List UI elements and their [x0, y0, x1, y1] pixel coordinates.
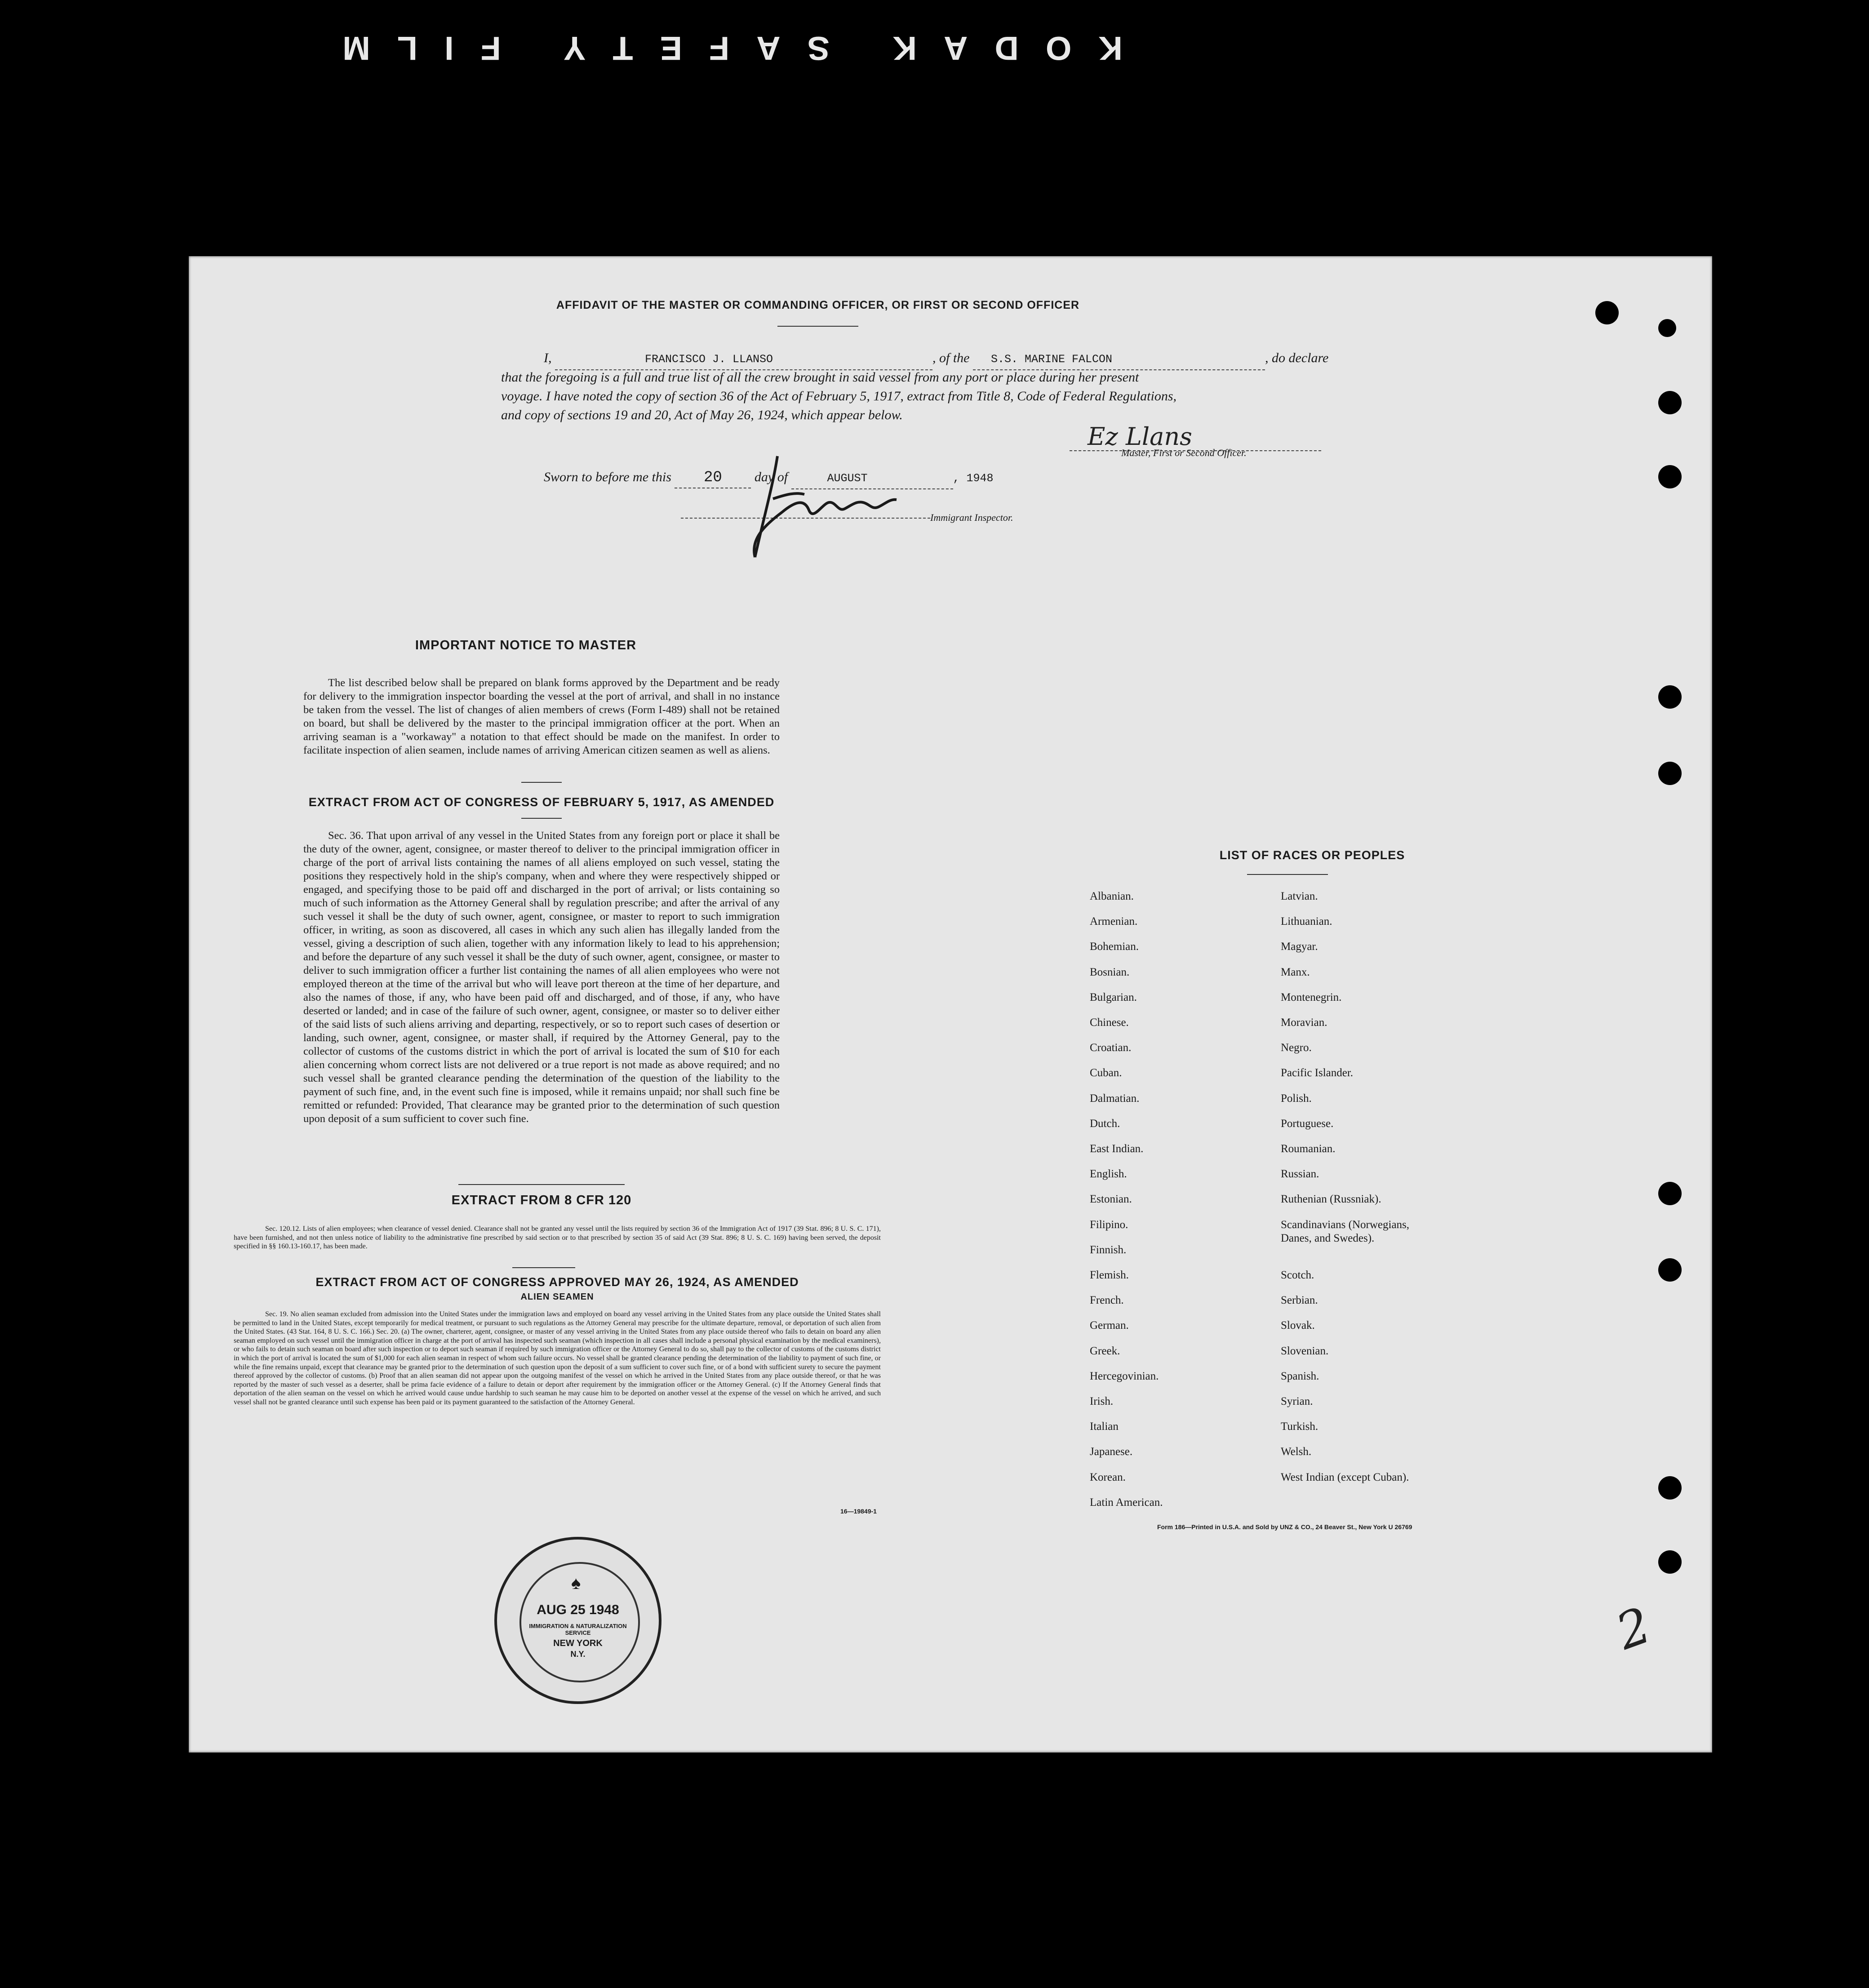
- master-label: Master, First or Second Officer.: [1121, 447, 1247, 458]
- act-1917-title: EXTRACT FROM ACT OF CONGRESS OF FEBRUARY 5, 1917, AS AMENDED: [308, 795, 775, 809]
- race-item: Estonian.: [1090, 1193, 1132, 1206]
- divider: [521, 782, 562, 783]
- punch-hole: [1658, 465, 1682, 488]
- race-item: Slovenian.: [1281, 1345, 1329, 1357]
- race-item: Turkish.: [1281, 1420, 1319, 1433]
- affidavit-line1: [544, 348, 1532, 370]
- race-item: Syrian.: [1281, 1395, 1313, 1407]
- punch-hole: [1658, 1476, 1682, 1500]
- race-item: West Indian (except Cuban).: [1281, 1471, 1409, 1483]
- sworn-label: Sworn to before me this: [544, 470, 671, 484]
- race-item: Bulgarian.: [1090, 991, 1137, 1003]
- race-item: Japanese.: [1090, 1446, 1133, 1458]
- race-item: Polish.: [1281, 1092, 1312, 1105]
- race-item: Finnish.: [1090, 1243, 1127, 1256]
- punch-hole: [1658, 762, 1682, 785]
- act-1924-title: EXTRACT FROM ACT OF CONGRESS APPROVED MAY 26, 1924, AS AMENDED: [315, 1275, 799, 1289]
- race-item: Serbian.: [1281, 1294, 1318, 1307]
- race-item: Armenian.: [1090, 915, 1138, 928]
- notice-title: IMPORTANT NOTICE TO MASTER: [415, 638, 637, 652]
- master-signature: Ez Llans: [1088, 422, 1192, 451]
- races-title-rule: [1247, 874, 1328, 875]
- inspector-signature: [746, 449, 917, 566]
- race-item: Irish.: [1090, 1395, 1114, 1407]
- punch-hole: [1658, 1182, 1682, 1205]
- race-item: Greek.: [1090, 1345, 1120, 1357]
- film-edge-text: KODAK SAFETY FILM: [315, 30, 1123, 67]
- race-item: Italian: [1090, 1420, 1119, 1433]
- race-item: Ruthenian (Russniak).: [1281, 1193, 1381, 1206]
- stamp-city: NEW YORK: [553, 1638, 603, 1648]
- form-printer-note: Form 186—Printed in U.S.A. and Sold by UNZ & CO., 24 Beaver St., New York U 26769: [1157, 1523, 1412, 1531]
- race-item: Lithuanian.: [1281, 915, 1332, 928]
- stamp-state: N.Y.: [570, 1650, 586, 1659]
- affidavit-line3: voyage. I have noted the copy of section 36 of the Act of February 5, 1917, extract from Title 8, Code of Federal Regulations,: [501, 389, 1177, 404]
- act-1924-body: Sec. 19. No alien seaman excluded from admission into the United States under the immigration laws and employed on board any vessel arriving in the United States from any place outside the United States shall be permitted to land in the United States, except temporarily for medical treatment, or pursuant to such regulations as the Attorney General may prescribe for the ultimate departure, removal, or deportation of such alien from the United States. (43 Stat. 164, 8 U. S. C. 166.) Sec. 20. (a) The owner, charterer, agent, consignee, or master of any vessel arriving in the United States from any place outside thereof who fails to detain on board any alien seaman employed on such vessel until the immigration officer in charge at the port of arrival has inspected such seaman (which inspection in all cases shall include a personal physical examination by the medical examiners), or who fails to detain such seaman on board after such inspection or to deport such seaman if required by such immigration officer or the Attorney General to do so, shall pay to the collector of customs of the customs district in which the port of arrival is located the sum of $1,000 for each alien seaman in respect of whom such failure occurs. No vessel shall be granted clearance pending the determination of the liability to payment of such fine, or while the fine remains unpaid, except that clearance may be granted prior to the determination of such question upon the deposit of a sum sufficient to cover such fine, or of a bond with sufficient surety to secure the payment thereof approved by the collector of customs. (b) Proof that an alien seaman did not appear upon the outgoing manifest of the vessel on which he arrived in the United States from any place outside thereof, or that he was reported by the master of such vessel as a deserter, shall be prima facie evidence of a failure to detain or deport after requirement by the immigration officer or the Attorney General. (c) If the Attorney General finds that deportation of the alien seaman on the vessel on which he arrived would cause undue hardship to such seaman he may cause him to be deported on another vessel at the expense of the vessel on which he arrived, and such vessel shall not be granted clearance until such expense has been paid or its payment guaranteed to the satisfaction of the Attorney General.: [234, 1310, 881, 1406]
- race-item: Pacific Islander.: [1281, 1067, 1354, 1079]
- i-label: I,: [544, 351, 552, 365]
- race-item: Scotch.: [1281, 1269, 1314, 1281]
- race-item: Portuguese.: [1281, 1117, 1334, 1130]
- race-item: Dalmatian.: [1090, 1092, 1140, 1105]
- race-item: English.: [1090, 1168, 1127, 1180]
- race-item: Manx.: [1281, 966, 1310, 978]
- race-item: Latvian.: [1281, 890, 1318, 902]
- race-item: Hercegovinian.: [1090, 1370, 1159, 1382]
- month-field: AUGUST: [791, 469, 953, 489]
- race-item: Dutch.: [1090, 1117, 1120, 1130]
- race-item: Russian.: [1281, 1168, 1319, 1180]
- race-item: Roumanian.: [1281, 1143, 1336, 1155]
- act-1917-body: Sec. 36. That upon arrival of any vessel in the United States from any foreign port or place it shall be the duty of the owner, agent, consignee, or master thereof to deliver to the principal immigration officer in charge of the port of arrival lists containing the names of all aliens employed on such vessel, stating the positions they respectively hold in the ship's company, when and where they were respectively shipped or engaged, and specifying those to be paid off and discharged in the port of arrival; or lists containing so much of such information as the Attorney General shall by regulation prescribe; and after the arrival of any such vessel it shall be the duty of such owner, agent, consignee, or master to report to such immigration officer, in writing, as soon as discovered, all cases in which any such alien has illegally landed from the vessel, giving a description of such alien, together with any information likely to lead to his apprehension; and before the departure of any such vessel it shall be the duty of such owner, agent, consignee, or master to deliver to such immigration officer a further list containing the names of all alien employees who were not employed thereon at the time of the arrival but who will leave port thereon at the time of her departure, and also the names of those, if any, who have been paid off and discharged, and of those, if any, who have deserted or landed; and in case of the failure of such owner, agent, consignee, or master so to deliver either of the said lists of such aliens arriving and departing, respectively, or so to report such cases of desertion or landing, such owner, agent, consignee, or master shall, if required by the Attorney General, pay to the collector of customs of the customs district in which the port of arrival is located the sum of $10 for each alien concerning whom correct lists are not delivered or a true report is not made as above required; and no such vessel shall be granted clearance pending the determination of the question of the liability to the payment of such fine, and, in the event such fine is imposed, while it remains unpaid; nor shall such fine be remitted or refunded: Provided, That clearance may be granted prior to the determination of such question upon deposit of a sum sufficient to cover such fine.: [303, 830, 780, 1125]
- race-item: Bosnian.: [1090, 966, 1130, 978]
- master-name-field: FRANCISCO J. LLANSO: [555, 350, 932, 370]
- race-item: Albanian.: [1090, 890, 1134, 902]
- cfr-title: EXTRACT FROM 8 CFR 120: [451, 1193, 632, 1207]
- notice-body: The list described below shall be prepared on blank forms approved by the Department and be ready for delivery to the immigration inspector boarding the vessel at the port of arrival, and shall in no instance be taken from the vessel. The list of changes of alien members of crews (Form I-489) shall not be retained on board, but shall be delivered by the master to the principal immigration officer at the port. When an arriving seaman is a "workaway" a notation to that effect should be made on the manifest. In order to facilitate inspection of alien seamen, include names of arriving American citizen seamen as well as aliens.: [303, 677, 780, 756]
- race-item: Flemish.: [1090, 1269, 1129, 1281]
- race-item: Spanish.: [1281, 1370, 1319, 1382]
- divider: [521, 818, 562, 819]
- of-the-label: , of the: [932, 351, 970, 365]
- title-rule: [777, 326, 858, 327]
- race-item: Negro.: [1281, 1042, 1312, 1054]
- stamp-date: AUG 25 1948: [537, 1602, 619, 1617]
- punch-hole: [1658, 1258, 1682, 1282]
- race-item: Filipino.: [1090, 1218, 1128, 1231]
- margin-mark: 2: [1609, 1596, 1658, 1661]
- punch-hole: [1658, 319, 1676, 337]
- stamp-agency: IMMIGRATION & NATURALIZATION SERVICE: [529, 1623, 627, 1636]
- race-item: Croatian.: [1090, 1042, 1132, 1054]
- race-item: Latin American.: [1090, 1496, 1163, 1509]
- year-field: , 1948: [953, 472, 994, 485]
- race-item: Magyar.: [1281, 941, 1318, 953]
- punch-hole: [1658, 1550, 1682, 1574]
- race-item: Slovak.: [1281, 1319, 1315, 1332]
- punch-hole: [1658, 685, 1682, 709]
- race-item: Moravian.: [1281, 1016, 1327, 1029]
- race-item: Scandinavians (Norwegians, Danes, and Swedes).: [1281, 1218, 1410, 1244]
- race-item: Korean.: [1090, 1471, 1126, 1483]
- race-item: Montenegrin.: [1281, 991, 1342, 1003]
- day-of-label: day of: [754, 470, 788, 484]
- punch-hole: [1658, 391, 1682, 414]
- race-item: East Indian.: [1090, 1143, 1144, 1155]
- receipt-stamp: [494, 1537, 661, 1704]
- document-page: [189, 256, 1712, 1753]
- punch-hole: [1595, 301, 1619, 324]
- act-1924-subtitle: ALIEN SEAMEN: [520, 1292, 594, 1302]
- race-item: French.: [1090, 1294, 1124, 1307]
- race-item: Cuban.: [1090, 1067, 1122, 1079]
- vessel-name-field: S.S. MARINE FALCON: [973, 350, 1265, 370]
- race-item: German.: [1090, 1319, 1129, 1332]
- do-declare-label: , do declare: [1265, 351, 1329, 365]
- divider: [458, 1184, 625, 1185]
- race-item: Bohemian.: [1090, 941, 1139, 953]
- race-item: Chinese.: [1090, 1016, 1129, 1029]
- form-code: 16—19849-1: [840, 1508, 877, 1515]
- eagle-icon: ♠: [571, 1573, 581, 1593]
- affidavit-line4: and copy of sections 19 and 20, Act of May 26, 1924, which appear below.: [501, 408, 903, 422]
- affidavit-line2: that the foregoing is a full and true list of all the crew brought in said vessel from any port or place during her present: [501, 370, 1139, 385]
- affidavit-title: AFFIDAVIT OF THE MASTER OR COMMANDING OFFICER, OR FIRST OR SECOND OFFICER: [556, 299, 1080, 311]
- day-field: 20: [675, 468, 751, 488]
- inspector-label: Immigrant Inspector.: [930, 512, 1013, 523]
- races-title: LIST OF RACES OR PEOPLES: [1219, 848, 1405, 862]
- divider: [512, 1267, 575, 1268]
- race-item: Welsh.: [1281, 1446, 1312, 1458]
- cfr-body: Sec. 120.12. Lists of alien employees; when clearance of vessel denied. Clearance shall not be granted any vessel until the lists required by section 36 of the Immigration Act of 1917 (39 Stat. 896; 8 U. S. C. 171), have been furnished, and not then unless notice of liability to the administrative fine prescribed by said section or to that prescribed by section 35 of said Act (39 Stat. 896; 8 U. S. C. 169) having been served, the deposit specified in §§ 160.13-160.17, has been made.: [234, 1225, 881, 1251]
